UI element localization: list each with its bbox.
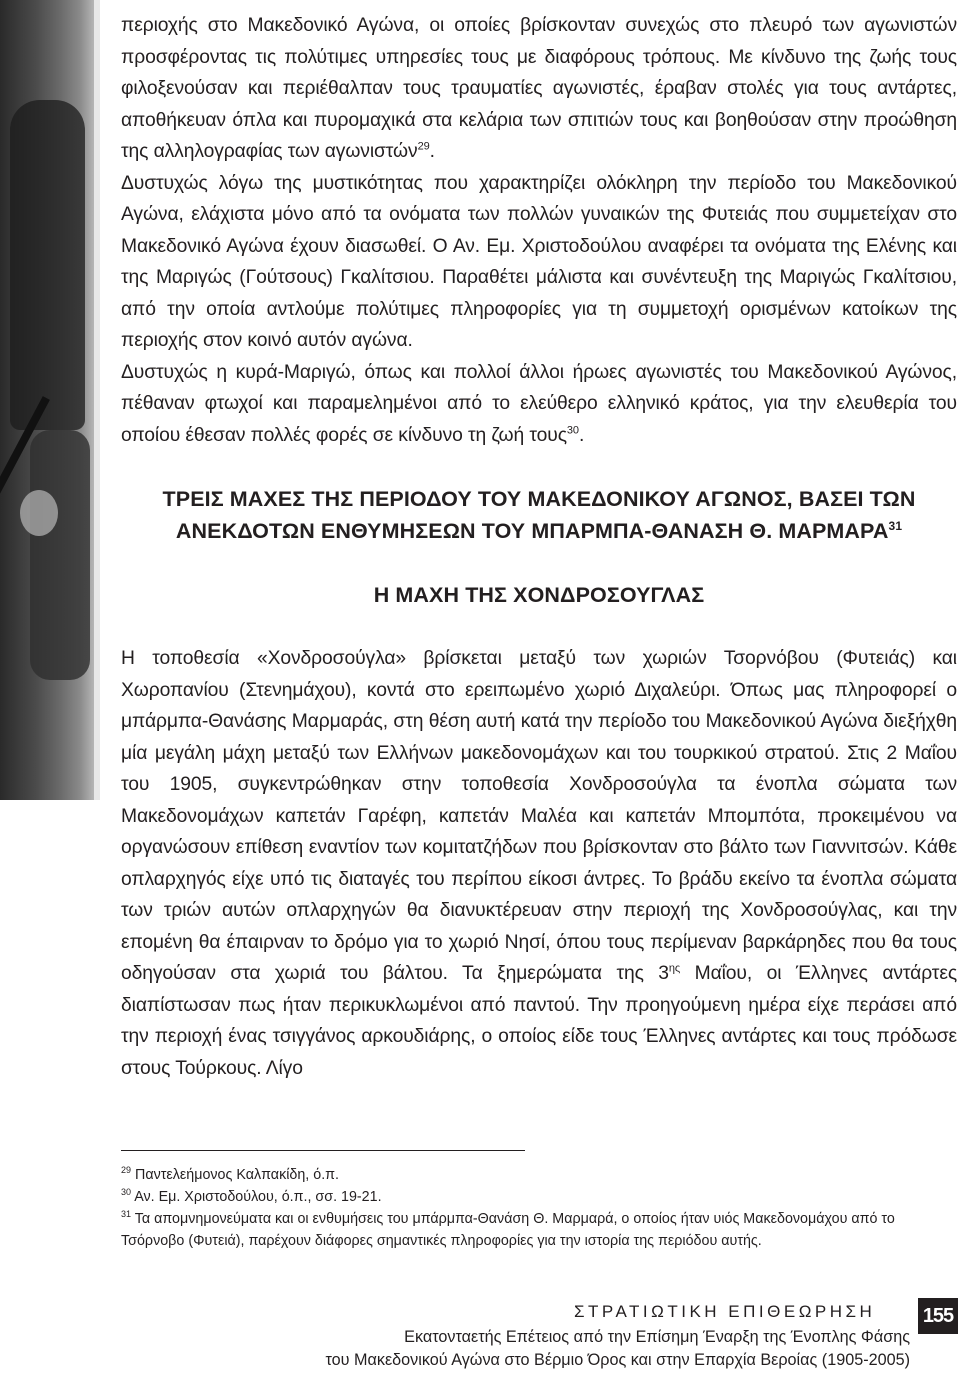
paragraph-4: [121, 643, 957, 1084]
paragraph-4-text-a: Η τοποθεσία «Χονδροσούγλα» βρίσκεται μεταξύ των χωριών Τσορνόβου (Φυτειάς) και Χωροπανίου (Στενημάχου), κοντά στο ερειπωμένο χωριό Διχαλεύρι. Όπως μας πληροφορεί ο μπάρμπα-Θανάσης Μαρμαράς, στη θέση αυτή κατά την περίοδο του Μακεδονικού Αγώνα διεξήχθη μία μεγάλη μάχη μεταξύ των Ελλήνων μακεδονομάχων και του τουρκικού στρατού. Στις 2 Μαΐου του 1905, συγκεντρώθηκαν στην τοποθεσία Χονδροσούγλα τα ένοπλα σώματα των Μακεδονομάχων καπετάν Γαρέφη, καπετάν Μαλέα και καπετάν Μπομπότα, προκειμένου να οργανώσουν επίθεση εναντίον των κομιτατζήδων που βρίσκονταν στο βάλτο των Γιαννιτσών. Κάθε οπλαρχηγός είχε υπό τις διαταγές του περίπου είκοσι άντρες. Το βράδυ εκείνο τα ένοπλα σώματα των τριών αυτών οπλαρχηγών θα διανυκτέρευαν στην περιοχή της Χονδροσούγλας, και την επομένη θα έπαιρναν το δρόμο για το χωριό Νησί, όπου τους περίμεναν βαρκάρηδες που θα τους οδηγούσαν στα χωριά του βάλτου. Τα ξημερώματα της 3: [121, 648, 957, 984]
footnote-divider: [121, 1150, 525, 1151]
footnote-text: Αν. Εμ. Χριστοδούλου, ό.π., σσ. 19-21.: [131, 1189, 382, 1205]
footnote-29: [121, 1164, 957, 1186]
paragraph-1-end: .: [429, 141, 435, 162]
footnote-text: Παντελεήμονος Καλπακίδη, ό.π.: [131, 1167, 340, 1183]
footnote-text: Τα απομνημονεύματα και οι ενθυμήσεις του μπάρμπα-Θανάση Θ. Μαρμαρά, ο οποίος ήταν υιός Μακεδονομάχου από το Τσόρνοβο (Φυτειά), παρέχουν διάφορες σημαντικές πληροφορίες για την ιστορία της περιόδου αυτής.: [121, 1211, 895, 1249]
article-body: [121, 10, 957, 1084]
paragraph-1-text: περιοχής στο Μακεδονικό Αγώνα, οι οποίες βρίσκονταν συνεχώς στο πλευρό των αγωνιστών προσφέροντας τις πολύτιμες υπηρεσίες τους με διαφόρους τρόπους. Με κίνδυνο της ζωής τους φιλοξενούσαν και περιέθαλπαν τους τραυματίες αγωνιστές, έραβαν στολές για τους αντάρτες, αποθήκευαν όπλα και πυρομαχικά στα κελάρια των σπιτιών τους και βοηθούσαν στην προώθηση της αλληλογραφίας των αγωνιστών: [121, 15, 957, 162]
footnote-31: [121, 1208, 957, 1252]
paragraph-1: [121, 10, 957, 168]
ordinal-suffix: ης: [668, 962, 681, 975]
paragraph-3-text: Δυστυχώς η κυρά-Μαριγώ, όπως και πολλοί άλλοι ήρωες αγωνιστές του Μακεδονικού Αγώνος, πέθαναν φτωχοί και παραμελημένοι από το ελεύθερο ελληνικό κράτος, για την ελευθερία του οποίου έθεσαν πολλές φορές σε κίνδυνο τη ζωή τους: [121, 361, 957, 446]
photo-figure-lower: [30, 430, 90, 680]
page-number: 155: [918, 1298, 958, 1334]
footnotes: [121, 1164, 957, 1252]
main-heading-line-2: [121, 515, 957, 547]
paragraph-3-end: .: [578, 424, 585, 446]
side-photo: [0, 0, 100, 800]
footnote-ref-30: 30: [566, 424, 579, 437]
footnote-number: 30: [121, 1187, 132, 1198]
main-heading-line-1: ΤΡΕΙΣ ΜΑΧΕΣ ΤΗΣ ΠΕΡΙΟΔΟΥ ΤΟΥ ΜΑΚΕΔΟΝΙΚΟΥ ΑΓΩΝΟΣ, ΒΑΣΕΙ ΤΩΝ: [162, 487, 916, 511]
paragraph-2: Δυστυχώς λόγω της μυστικότητας που χαρακτηρίζει ολόκληρη την περίοδο του Μακεδονικού Αγώνα, ελάχιστα μόνο από τα ονόματα των πολλών γυναικών της Φυτειάς που συμμετείχαν στο Μακεδονικό Αγώνα έχουν διασωθεί. Ο Αν. Εμ. Χριστοδούλου αναφέρει τα ονόματα της Ελένης και της Μαριγώς (Γούτσους) Γκαλίτσιου. Παραθέτει μάλιστα και συνέντευξη της Μαριγώς Γκαλίτσιου, από την οποία αντλούμε πολύτιμες πληροφορίες για τη συμμετοχή ορισμένων κατοίκων της περιοχής στον κοινό αυτόν αγώνα.: [121, 172, 957, 351]
paragraph-4-text-b: Μαΐου, οι Έλληνες αντάρτες διαπίστωσαν πως ήταν περικυκλωμένοι από παντού. Την προηγούμενη ημέρα είχε περάσει από την περιοχή ένας τσιγγάνος αρκουδιάρης, ο οποίος είδε τους Έλληνες αντάρτες και τους πρόδωσε στους Τούρκους. Λίγο: [121, 963, 958, 1079]
footnote-number: 31: [121, 1209, 132, 1220]
footer-line-2: του Μακεδονικού Αγώνα στο Βέρμιο Όρος και στην Επαρχία Βεροίας (1905-2005): [325, 1351, 910, 1369]
main-heading-line-2-text: ΑΝΕΚΔΟΤΩΝ ΕΝΘΥΜΗΣΕΩΝ ΤΟΥ ΜΠΑΡΜΠΑ-ΘΑΝΑΣΗ Θ. ΜΑΡΜΑΡΑ: [175, 519, 889, 543]
footnote-ref-31: 31: [888, 518, 903, 533]
section-heading: Η ΜΑΧΗ ΤΗΣ ΧΟΝΔΡΟΣΟΥΓΛΑΣ: [373, 583, 705, 607]
footnote-number: 29: [121, 1165, 132, 1176]
photo-figure: [10, 100, 85, 430]
journal-title: ΣΤΡΑΤΙΩΤΙΚΗ ΕΠΙΘΕΩΡΗΣΗ: [574, 1302, 876, 1321]
footer-line-1: Εκατονταετής Επέτειος από την Επίσημη Έναρξη της Ένοπλης Φάσης: [404, 1328, 910, 1346]
footnote-30: [121, 1186, 957, 1208]
paragraph-3: [121, 357, 957, 452]
photo-face: [20, 490, 58, 536]
photo-edge: [94, 0, 100, 800]
footnote-ref-29: 29: [417, 140, 430, 153]
